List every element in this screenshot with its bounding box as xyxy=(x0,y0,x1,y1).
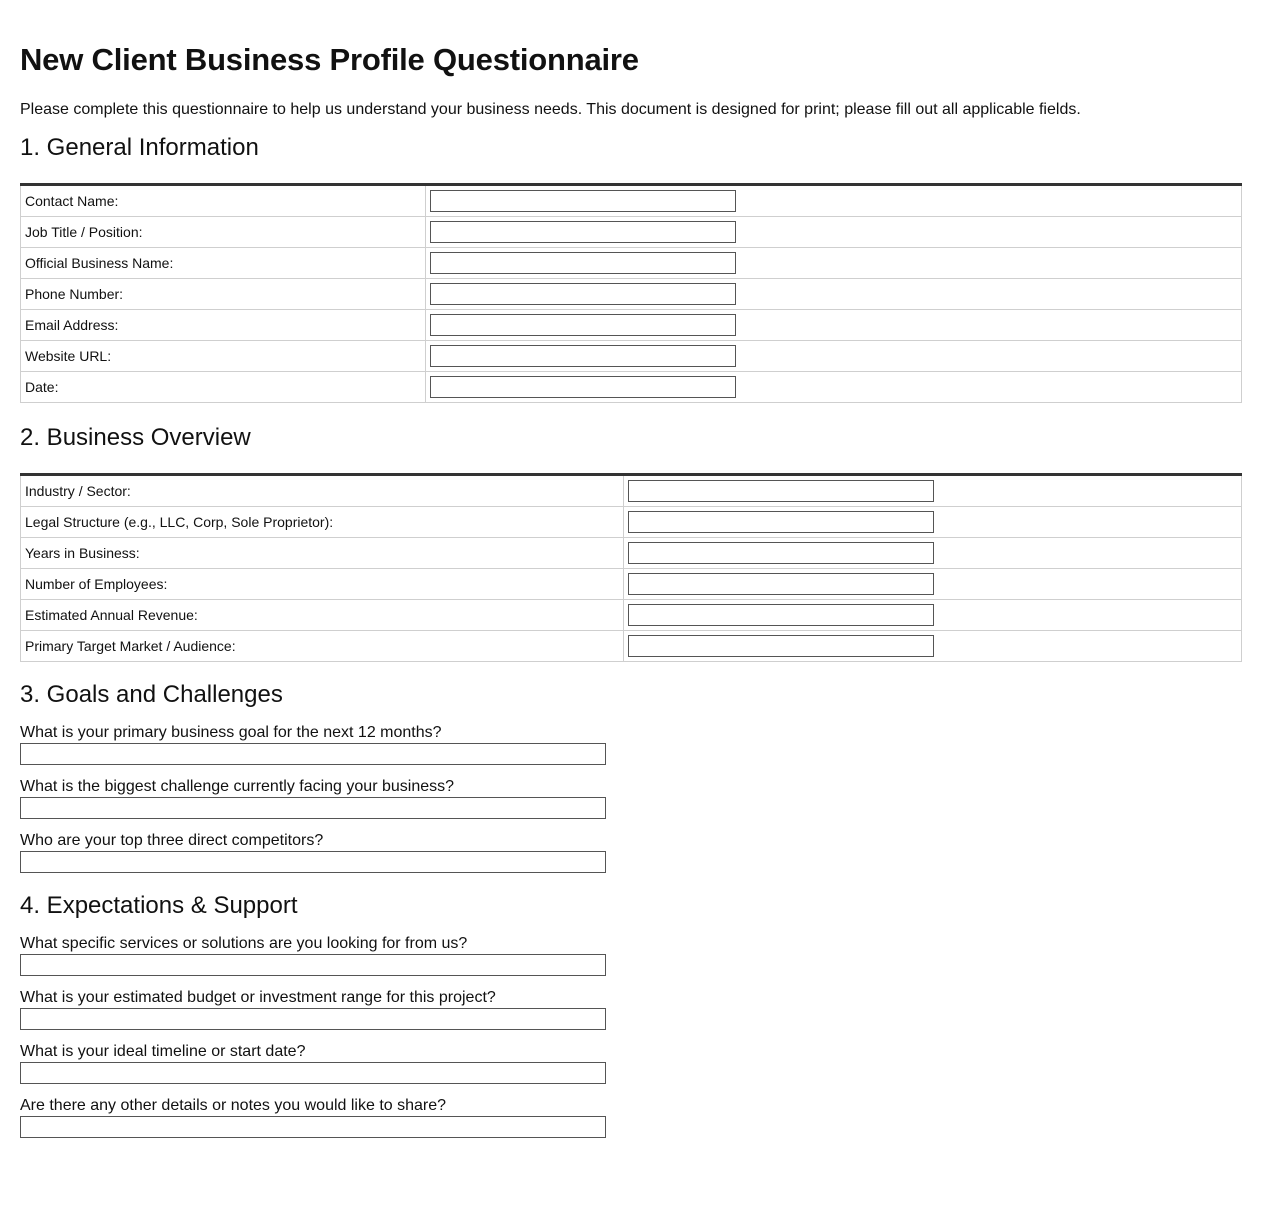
field-label-email: Email Address: xyxy=(21,310,426,341)
section-title-expectations: 4. Expectations & Support xyxy=(20,892,298,919)
question-block xyxy=(20,1097,1242,1138)
field-cell xyxy=(624,475,1242,507)
date-field[interactable] xyxy=(430,376,736,398)
phone-field[interactable] xyxy=(430,283,736,305)
question-label-notes: Are there any other details or notes you would like to share? xyxy=(20,1097,447,1114)
website-field[interactable] xyxy=(430,345,736,367)
goals-questions xyxy=(20,724,1242,873)
field-cell xyxy=(624,631,1242,662)
question-label-biggest-challenge: What is the biggest challenge currently facing your business? xyxy=(20,778,455,795)
field-cell xyxy=(426,279,1242,310)
question-label-timeline: What is your ideal timeline or start date? xyxy=(20,1043,306,1060)
page-title: New Client Business Profile Questionnaire xyxy=(20,42,639,77)
table-row xyxy=(21,600,1242,631)
question-label-competitors: Who are your top three direct competitors? xyxy=(20,832,324,849)
field-label-legal-structure: Legal Structure (e.g., LLC, Corp, Sole Proprietor): xyxy=(21,507,624,538)
business-overview-table xyxy=(20,473,1242,662)
field-label-date: Date: xyxy=(21,372,426,403)
table-row xyxy=(21,217,1242,248)
table-row xyxy=(21,341,1242,372)
biggest-challenge-field[interactable] xyxy=(20,797,606,819)
intro-text: Please complete this questionnaire to help us understand your business needs. This document is designed for print; please fill out all applicable fields. xyxy=(20,101,1081,118)
industry-field[interactable] xyxy=(628,480,934,502)
field-cell xyxy=(426,310,1242,341)
field-label-job-title: Job Title / Position: xyxy=(21,217,426,248)
table-row xyxy=(21,569,1242,600)
question-block xyxy=(20,935,1242,976)
question-block xyxy=(20,989,1242,1030)
competitors-field[interactable] xyxy=(20,851,606,873)
field-cell xyxy=(426,372,1242,403)
target-market-field[interactable] xyxy=(628,635,934,657)
job-title-field[interactable] xyxy=(430,221,736,243)
table-row xyxy=(21,185,1242,217)
field-label-website: Website URL: xyxy=(21,341,426,372)
section-title-overview: 2. Business Overview xyxy=(20,424,251,451)
field-cell xyxy=(426,185,1242,217)
section-title-general: 1. General Information xyxy=(20,134,259,161)
services-field[interactable] xyxy=(20,954,606,976)
field-label-contact-name: Contact Name: xyxy=(21,185,426,217)
section-title-goals: 3. Goals and Challenges xyxy=(20,681,283,708)
employees-field[interactable] xyxy=(628,573,934,595)
question-label-primary-goal: What is your primary business goal for the next 12 months? xyxy=(20,724,442,741)
field-label-industry: Industry / Sector: xyxy=(21,475,624,507)
table-row xyxy=(21,475,1242,507)
field-cell xyxy=(426,248,1242,279)
field-label-employees: Number of Employees: xyxy=(21,569,624,600)
field-label-annual-revenue: Estimated Annual Revenue: xyxy=(21,600,624,631)
budget-field[interactable] xyxy=(20,1008,606,1030)
question-block xyxy=(20,832,1242,873)
field-cell xyxy=(624,600,1242,631)
years-in-business-field[interactable] xyxy=(628,542,934,564)
field-cell xyxy=(426,217,1242,248)
question-label-services: What specific services or solutions are you looking for from us? xyxy=(20,935,468,952)
email-field[interactable] xyxy=(430,314,736,336)
table-row xyxy=(21,631,1242,662)
general-info-table xyxy=(20,183,1242,403)
legal-structure-field[interactable] xyxy=(628,511,934,533)
table-row xyxy=(21,310,1242,341)
field-label-target-market: Primary Target Market / Audience: xyxy=(21,631,624,662)
table-row xyxy=(21,538,1242,569)
question-block xyxy=(20,724,1242,765)
field-label-years-in-business: Years in Business: xyxy=(21,538,624,569)
question-block xyxy=(20,778,1242,819)
field-cell xyxy=(624,569,1242,600)
table-row xyxy=(21,372,1242,403)
field-cell xyxy=(426,341,1242,372)
annual-revenue-field[interactable] xyxy=(628,604,934,626)
question-block xyxy=(20,1043,1242,1084)
table-row xyxy=(21,507,1242,538)
field-label-business-name: Official Business Name: xyxy=(21,248,426,279)
table-row xyxy=(21,248,1242,279)
notes-field[interactable] xyxy=(20,1116,606,1138)
table-row xyxy=(21,279,1242,310)
primary-goal-field[interactable] xyxy=(20,743,606,765)
contact-name-field[interactable] xyxy=(430,190,736,212)
field-label-phone: Phone Number: xyxy=(21,279,426,310)
field-cell xyxy=(624,538,1242,569)
business-name-field[interactable] xyxy=(430,252,736,274)
question-label-budget: What is your estimated budget or investment range for this project? xyxy=(20,989,496,1006)
timeline-field[interactable] xyxy=(20,1062,606,1084)
field-cell xyxy=(624,507,1242,538)
expectations-questions xyxy=(20,935,1242,1138)
